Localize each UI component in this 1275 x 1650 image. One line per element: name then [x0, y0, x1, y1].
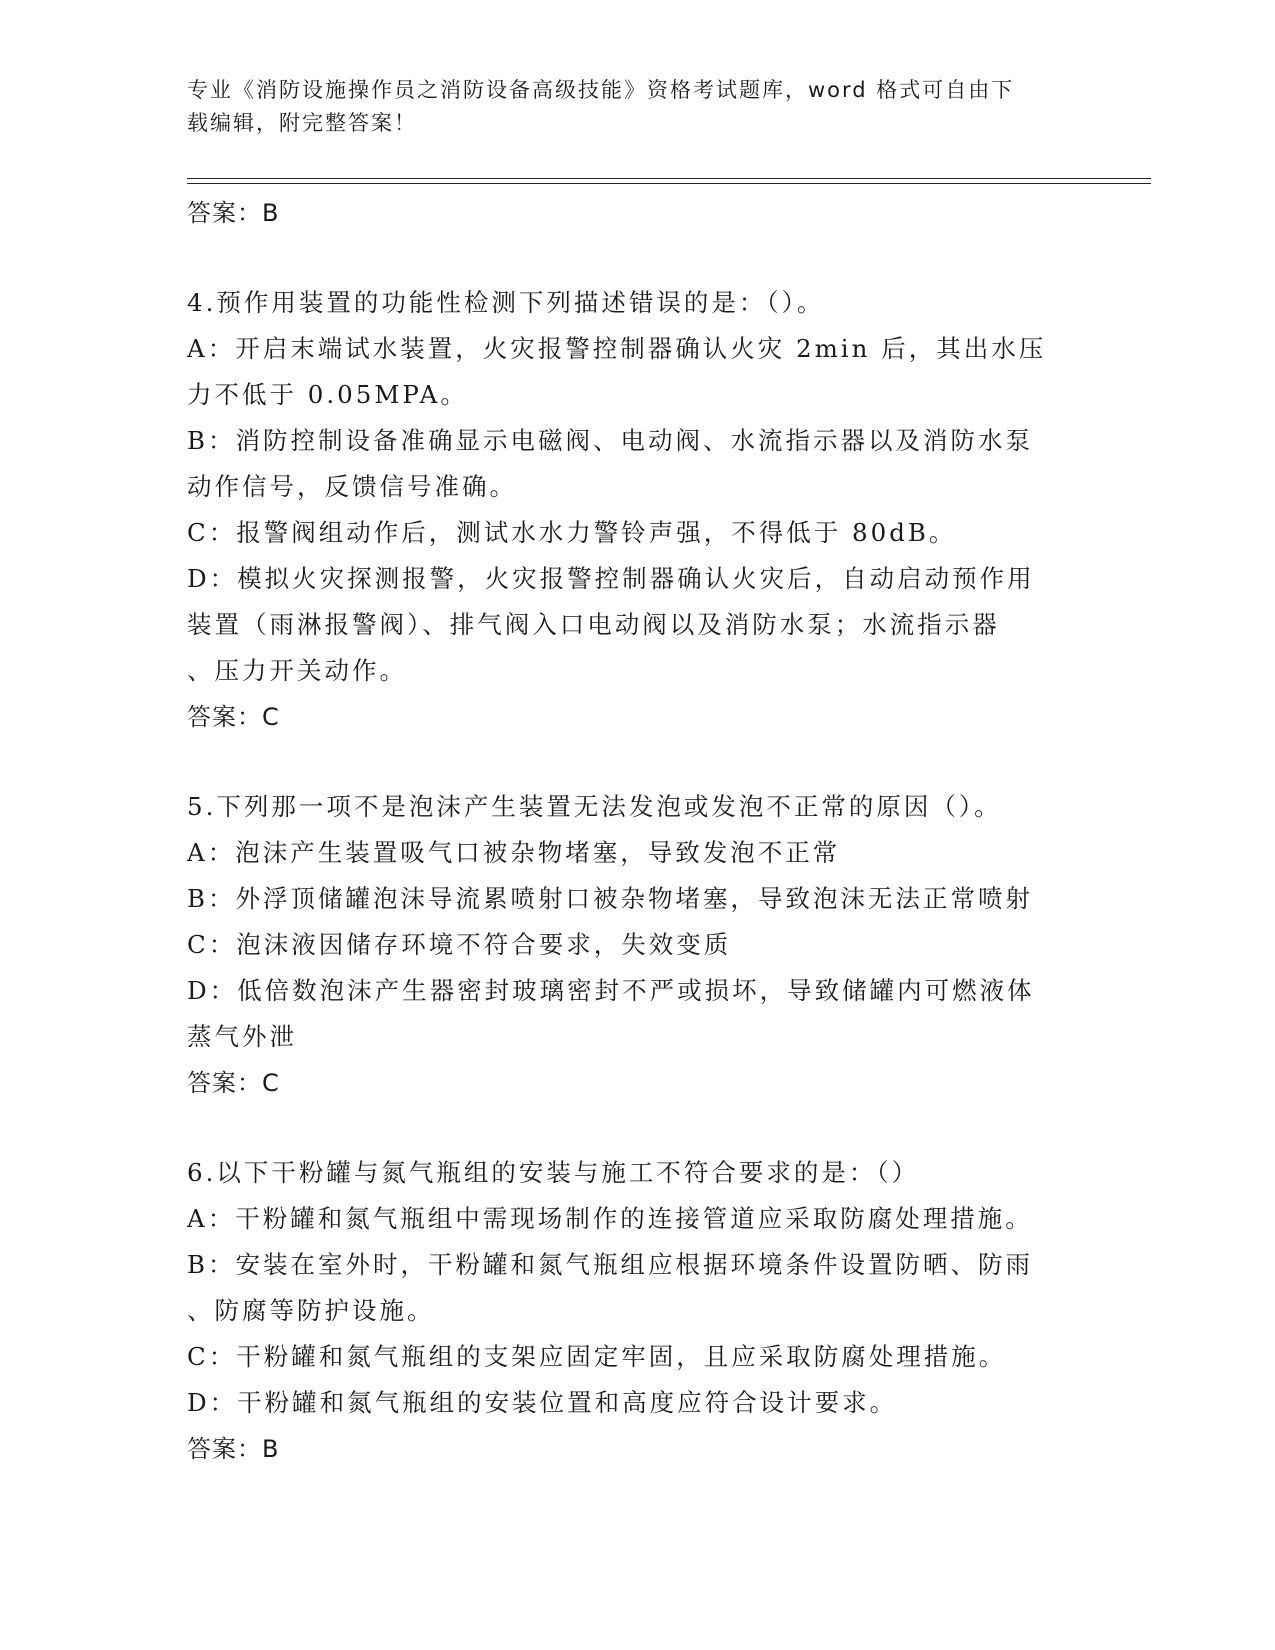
question-4-option-c: C：报警阀组动作后，测试水水力警铃声强，不得低于 80dB。 [187, 518, 957, 547]
question-6-option-c: C：干粉罐和氮气瓶组的支架应固定牢固，且应采取防腐处理措施。 [187, 1342, 1007, 1371]
answer-q4: 答案：C [187, 703, 280, 731]
question-4-option-a-cont: 力不低于 0.05MPA。 [187, 380, 468, 409]
question-5-option-c: C：泡沫液因储存环境不符合要求，失效变质 [187, 930, 732, 959]
question-4-option-d-cont: 装置（雨淋报警阀）、排气阀入口电动阀以及消防水泵；水流指示器 [187, 610, 1000, 639]
question-6-stem: 6.以下干粉罐与氮气瓶组的安装与施工不符合要求的是：（） [187, 1158, 920, 1187]
header-line-1: 专业《消防设施操作员之消防设备高级技能》资格考试题库，word 格式可自由下 [187, 78, 1015, 102]
question-6-option-a: A：干粉罐和氮气瓶组中需现场制作的连接管道应采取防腐处理措施。 [187, 1204, 1033, 1233]
question-4-option-d-cont: 、压力开关动作。 [187, 656, 407, 685]
question-5-option-a: A：泡沫产生装置吸气口被杂物堵塞，导致发泡不正常 [187, 838, 841, 867]
question-4-option-a: A：开启末端试水装置，火灾报警控制器确认火灾 2min 后，其出水压 [187, 334, 1047, 363]
question-6-option-d: D：干粉罐和氮气瓶组的安装位置和高度应符合设计要求。 [187, 1388, 898, 1417]
spacer [187, 236, 1077, 280]
answer-q3: 答案：B [187, 199, 280, 227]
question-6 [187, 1150, 1077, 1426]
question-6-option-b-cont: 、防腐等防护设施。 [187, 1296, 435, 1325]
question-5-option-d-cont: 蒸气外泄 [187, 1022, 297, 1051]
question-6-option-b: B：安装在室外时，干粉罐和氮气瓶组应根据环境条件设置防晒、防雨 [187, 1250, 1034, 1279]
question-4-option-d: D：模拟火灾探测报警，火灾报警控制器确认火灾后，自动启动预作用 [187, 564, 1035, 593]
header-divider-bottom [187, 183, 1151, 184]
page-header [187, 74, 1067, 140]
question-4-stem: 4.预作用装置的功能性检测下列描述错误的是：（）。 [187, 288, 825, 317]
question-5-stem: 5.下列那一项不是泡沫产生装置无法发泡或发泡不正常的原因（）。 [187, 792, 1002, 821]
header-divider-top [187, 178, 1151, 179]
spacer [187, 740, 1077, 784]
question-5-option-b: B：外浮顶储罐泡沫导流累喷射口被杂物堵塞，导致泡沫无法正常喷射 [187, 884, 1034, 913]
header-line-2: 载编辑，附完整答案！ [187, 111, 417, 135]
question-4-option-b: B：消防控制设备准确显示电磁阀、电动阀、水流指示器以及消防水泵 [187, 426, 1034, 455]
question-list [187, 190, 1077, 1472]
question-5 [187, 784, 1077, 1060]
question-5-option-d: D：低倍数泡沫产生器密封玻璃密封不严或损坏，导致储罐内可燃液体 [187, 976, 1035, 1005]
answer-q5: 答案：C [187, 1069, 280, 1097]
answer-q6: 答案：B [187, 1435, 280, 1463]
question-4 [187, 280, 1077, 694]
spacer [187, 1106, 1077, 1150]
question-4-option-b-cont: 动作信号，反馈信号准确。 [187, 472, 517, 501]
